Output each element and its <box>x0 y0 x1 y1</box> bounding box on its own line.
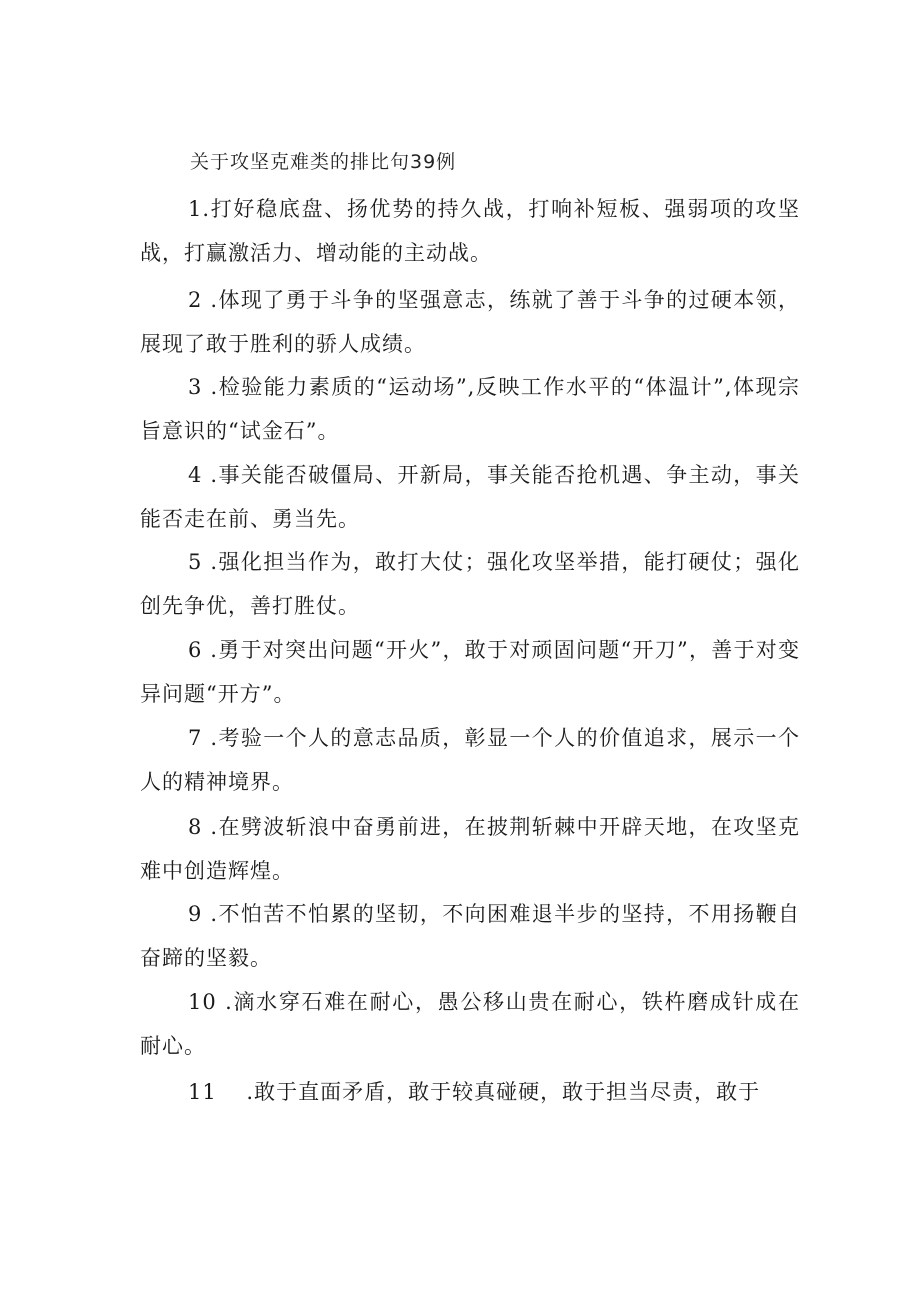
list-item-text: 6 .勇于对突出问题“开火”，敢于对顽固问题“开刀”，善于对变异问题“开方”。 <box>140 638 800 706</box>
list-item-text: 3 .检验能力素质的“运动场”,反映工作水平的“体温计”,体现宗旨意识的“试金石”。 <box>140 375 800 443</box>
list-item-text: 9 .不怕苦不怕累的坚韧，不向困难退半步的坚持，不用扬鞭自奋蹄的坚毅。 <box>140 902 800 970</box>
list-item-text: 7 .考验一个人的意志品质，彰显一个人的价值追求，展示一个人的精神境界。 <box>140 726 800 794</box>
list-item-3 <box>140 365 800 453</box>
list-item-text: 11 .敢于直面矛盾，敢于较真碰硬，敢于担当尽责，敢于 <box>188 1080 761 1104</box>
list-item-6 <box>140 628 800 716</box>
list-item-text: 2 .体现了勇于斗争的坚强意志，练就了善于斗争的过硬本领，展现了敢于胜利的骄人成绩。 <box>140 288 800 356</box>
list-item-text: 8 .在劈波斩浪中奋勇前进，在披荆斩棘中开辟天地，在攻坚克难中创造辉煌。 <box>140 815 800 883</box>
list-item-2 <box>140 278 800 366</box>
list-item-text: 4 .事关能否破僵局、开新局，事关能否抢机遇、争主动，事关能否走在前、勇当先。 <box>140 463 800 531</box>
list-item-7 <box>140 716 800 804</box>
list-item-text: 10 .滴水穿石难在耐心，愚公移山贵在耐心，铁杵磨成针成在耐心。 <box>140 990 800 1058</box>
list-item-4 <box>140 453 800 541</box>
list-item-1 <box>140 187 800 275</box>
document-title: 关于攻坚克难类的排比句39例 <box>190 151 457 173</box>
list-item-5 <box>140 540 800 628</box>
list-item-10 <box>140 980 800 1068</box>
list-item-11 <box>140 1070 800 1114</box>
list-item-9 <box>140 892 800 980</box>
list-item-text: 5 .强化担当作为，敢打大仗；强化攻坚举措，能打硬仗；强化创先争优，善打胜仗。 <box>140 550 800 618</box>
list-item-text: 1.打好稳底盘、扬优势的持久战，打响补短板、强弱项的攻坚战，打赢激活力、增动能的主动战。 <box>140 197 800 265</box>
list-item-8 <box>140 805 800 893</box>
